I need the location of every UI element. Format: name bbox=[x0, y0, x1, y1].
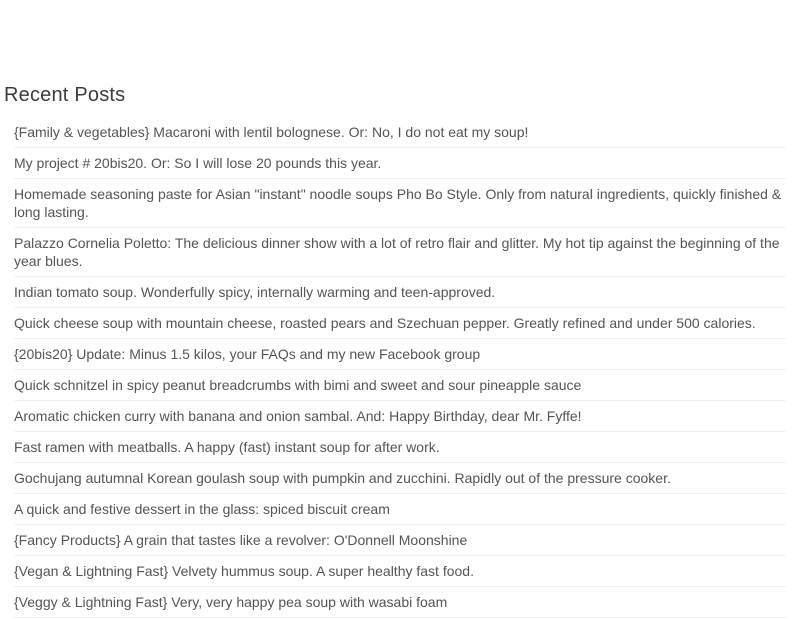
list-item bbox=[14, 494, 786, 525]
list-item bbox=[14, 117, 786, 148]
list-item bbox=[14, 148, 786, 179]
post-link[interactable]: Gochujang autumnal Korean goulash soup with pumpkin and zucchini. Rapidly out of the pressure cooker. bbox=[14, 470, 671, 486]
post-link[interactable]: Quick cheese soup with mountain cheese, roasted pears and Szechuan pepper. Greatly refined and under 500 calories. bbox=[14, 315, 756, 331]
list-item bbox=[14, 432, 786, 463]
post-link[interactable]: Quick schnitzel in spicy peanut breadcrumbs with bimi and sweet and sour pineapple sauce bbox=[14, 377, 582, 393]
post-link[interactable]: {20bis20} Update: Minus 1.5 kilos, your FAQs and my new Facebook group bbox=[14, 346, 481, 362]
post-link[interactable]: Aromatic chicken curry with banana and onion sambal. And: Happy Birthday, dear Mr. Fyffe! bbox=[14, 408, 582, 424]
post-link[interactable]: Palazzo Cornelia Poletto: The delicious dinner show with a lot of retro flair and glitter. My hot tip against the beginning of the year blues. bbox=[14, 235, 780, 269]
list-item bbox=[14, 463, 786, 494]
list-item bbox=[14, 228, 786, 277]
post-link[interactable]: {Family & vegetables} Macaroni with lentil bolognese. Or: No, I do not eat my soup! bbox=[14, 124, 529, 140]
list-item bbox=[14, 587, 786, 618]
post-link[interactable]: Indian tomato soup. Wonderfully spicy, internally warming and teen-approved. bbox=[14, 284, 496, 300]
list-item bbox=[14, 370, 786, 401]
list-item bbox=[14, 556, 786, 587]
list-item bbox=[14, 339, 786, 370]
recent-posts-list bbox=[14, 117, 786, 618]
list-item bbox=[14, 401, 786, 432]
post-link[interactable]: {Vegan & Lightning Fast} Velvety hummus soup. A super healthy fast food. bbox=[14, 563, 474, 579]
post-link[interactable]: A quick and festive dessert in the glass: spiced biscuit cream bbox=[14, 501, 390, 517]
list-item bbox=[14, 525, 786, 556]
post-link[interactable]: Fast ramen with meatballs. A happy (fast) instant soup for after work. bbox=[14, 439, 440, 455]
post-link[interactable]: Homemade seasoning paste for Asian "instant" noodle soups Pho Bo Style. Only from natural ingredients, quickly finished & long lasting. bbox=[14, 186, 782, 220]
list-item bbox=[14, 277, 786, 308]
list-item bbox=[14, 308, 786, 339]
list-item bbox=[14, 179, 786, 228]
post-link[interactable]: {Fancy Products} A grain that tastes like a revolver: O'Donnell Moonshine bbox=[14, 532, 468, 548]
post-link[interactable]: {Veggy & Lightning Fast} Very, very happy pea soup with wasabi foam bbox=[14, 594, 448, 610]
post-link[interactable]: My project # 20bis20. Or: So I will lose 20 pounds this year. bbox=[14, 155, 382, 171]
recent-posts-heading: Recent Posts bbox=[4, 84, 126, 106]
